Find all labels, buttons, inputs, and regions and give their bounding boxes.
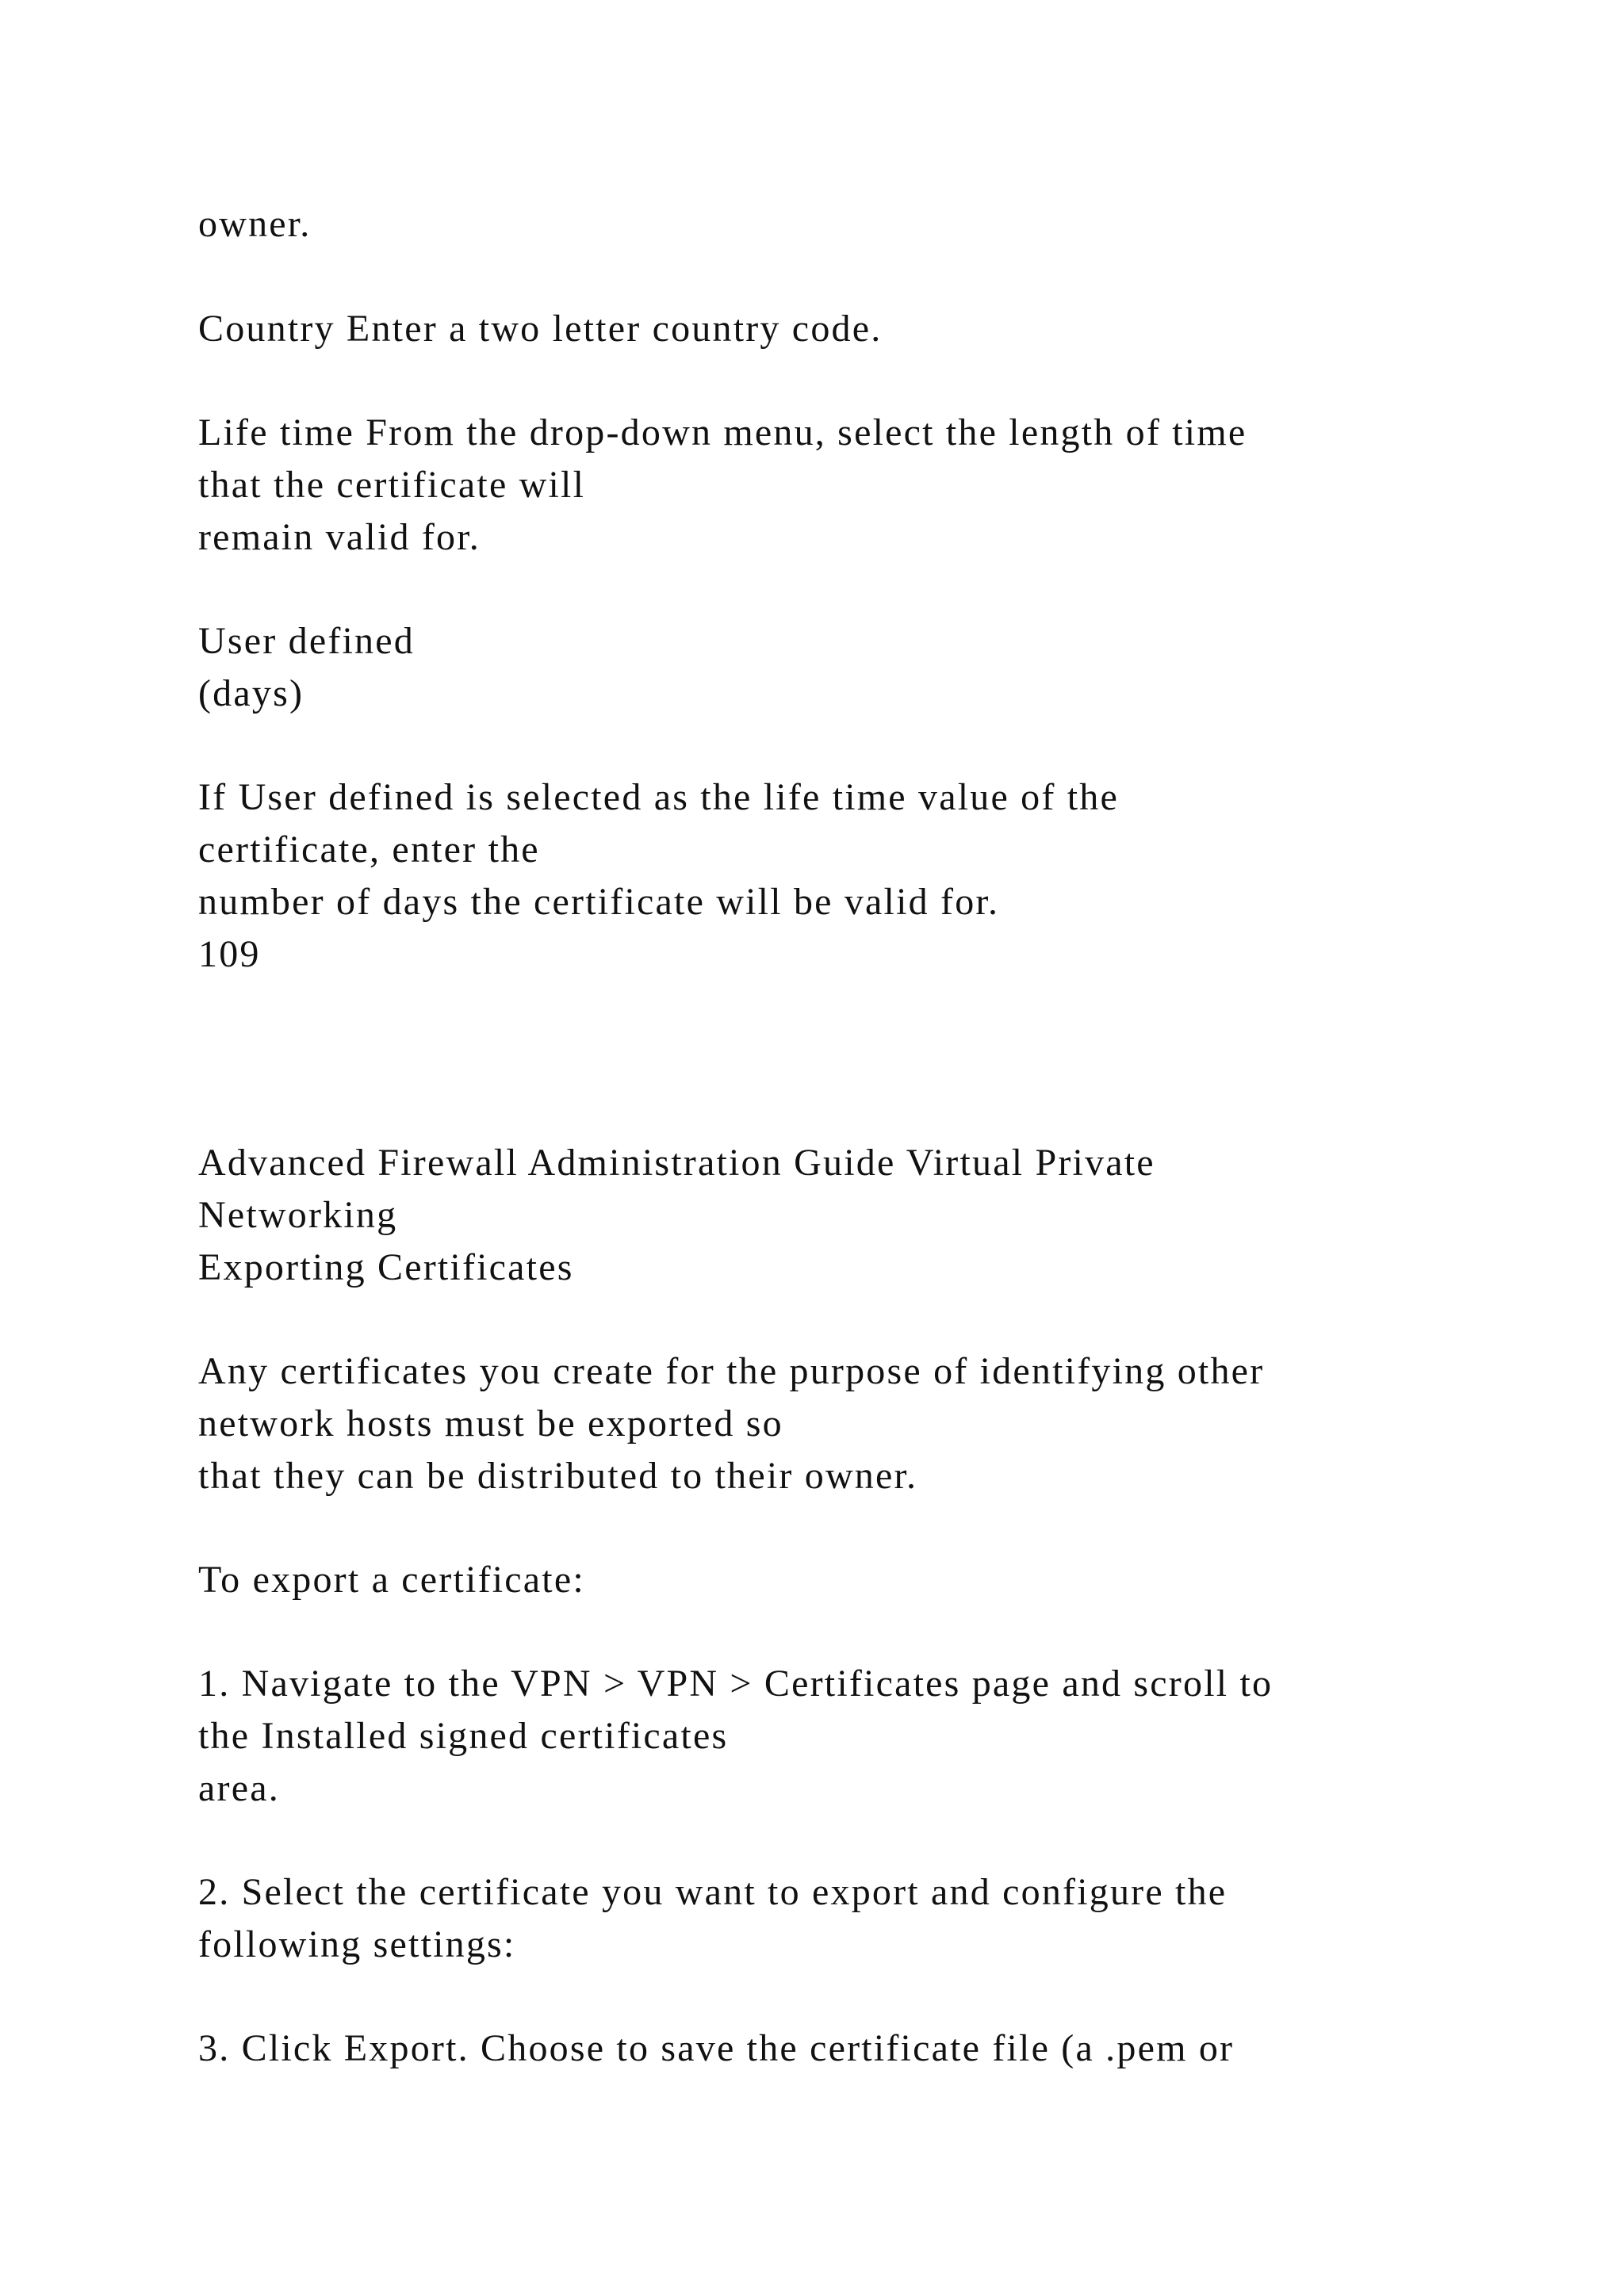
text-line: network hosts must be exported so (198, 1402, 783, 1445)
text-line: If User defined is selected as the life time value of the (198, 776, 1119, 818)
list-item: 1. Navigate to the VPN > VPN > Certificates page and scroll to (198, 1663, 1274, 1705)
section-heading: Exporting Certificates (198, 1246, 574, 1288)
text-line: To export a certificate: (198, 1559, 585, 1601)
text-line: that they can be distributed to their owner. (198, 1455, 918, 1497)
list-item: following settings: (198, 1923, 516, 1965)
text-line: owner. (198, 203, 312, 245)
text-line: Any certificates you create for the purpose of identifying other (198, 1350, 1265, 1392)
list-item: 2. Select the certificate you want to export and configure the (198, 1871, 1228, 1913)
text-line: (days) (198, 672, 304, 714)
text-line: Life time From the drop-down menu, select the length of time (198, 411, 1247, 453)
text-line: certificate, enter the (198, 828, 540, 871)
list-item: the Installed signed certificates (198, 1715, 729, 1757)
text-line: User defined (198, 620, 415, 662)
page-number: 109 (198, 933, 261, 975)
text-line: Country Enter a two letter country code. (198, 308, 883, 350)
running-header: Networking (198, 1194, 398, 1236)
list-item: 3. Click Export. Choose to save the certificate file (a .pem or (198, 2027, 1235, 2069)
list-item: area. (198, 1767, 280, 1809)
running-header: Advanced Firewall Administration Guide Virtual Private (198, 1142, 1155, 1184)
text-line: number of days the certificate will be valid for. (198, 881, 1000, 923)
text-line: that the certificate will (198, 464, 586, 506)
text-line: remain valid for. (198, 516, 481, 558)
